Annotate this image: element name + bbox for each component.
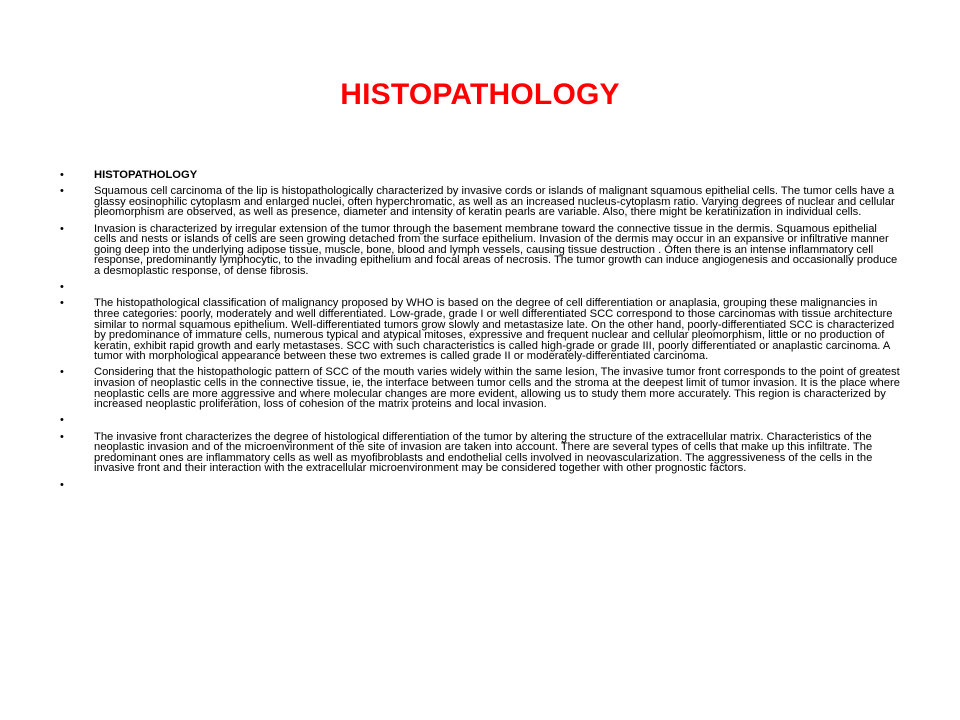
bullet-dot-icon: • — [60, 430, 64, 443]
bullet-dot-icon: • — [60, 281, 64, 294]
bullet-text: The invasive front characterizes the degree of histological differentiation of the tumor by altering the structure of the extracellular matrix. Characteristics of the neoplastic invasion and of the microenvironment of the site of invasion are taken into account. There are several types of cells that make up this infiltrate. The predominant ones are inflammatory cells as well as myofibroblasts and endothelial cells involved in neovascularization. The aggressiveness of the cells in the invasive front and their interaction with the extracellular microenvironment may be considered together with other prognostic factors. — [94, 430, 873, 475]
bullet-dot-icon: • — [60, 185, 64, 198]
bullet-item — [56, 224, 902, 277]
bullet-item — [56, 298, 902, 362]
bullet-dot-icon: • — [60, 222, 64, 235]
bullet-text: Considering that the histopathologic pattern of SCC of the mouth varies widely within the same lesion, The invasive tumor front corresponds to the point of greatest invasion of neoplastic cells in the connective tissue, ie, the interface between tumor cells and the stroma at the deepest limit of tumor invasion. It is the place where neoplastic cells are more aggressive and where molecular changes are more evident, allowing us to study them more accurately. This region is characterized by increased neoplastic proliferation, loss of cohesion of the matrix proteins and local invasion. — [94, 366, 900, 411]
bullet-text: Squamous cell carcinoma of the lip is histopathologically characterized by invasive cords or islands of malignant squamous epithelial cells. The tumor cells have a glassy eosinophilic cytoplasm and enlarged nuclei, often hyperchromatic, as well as an increased nucleus-cytoplasm ratio. Varying degrees of nuclear and cellular pleomorphism are observed, as well as presence, diameter and intensity of keratin pearls are variable. Also, there might be keratinization in individual cells. — [94, 185, 895, 219]
bullet-dot-icon: • — [60, 478, 64, 491]
bullet-item-empty — [56, 282, 902, 293]
bullet-item — [56, 432, 902, 474]
bullet-text: The histopathological classification of malignancy proposed by WHO is based on the degree of cell differentiation or anaplasia, grouping these malignancies in three categories: poorly, moderately and well differentiated. Low-grade, grade I or well differentiated SCC correspond to those carcinomas with tissue architecture similar to normal squamous epithelium. Well-differentiated tumors grow slowly and metastasize late. On the other hand, poorly-differentiated SCC is characterized by predominance of immature cells, numerous typical and atypical mitoses, expressive and frequent nuclear and cellular pleomorphism, little or no production of keratin, exhibit rapid growth and early metastases. SCC with such characteristics is called high-grade or grade III, poorly differentiated or anaplastic carcinoma. A tumor with morphological appearance between these two extremes is called grade II or moderately-differentiated carcinoma. — [94, 297, 895, 363]
bullet-item — [56, 170, 902, 181]
bullet-dot-icon: • — [60, 169, 64, 181]
bullet-dot-icon: • — [60, 366, 64, 379]
bullet-item — [56, 186, 902, 218]
slide-title: HISTOPATHOLOGY — [340, 78, 620, 111]
bullet-list — [56, 170, 902, 496]
bullet-item-empty — [56, 480, 902, 491]
bullet-dot-icon: • — [60, 297, 64, 310]
bullet-dot-icon: • — [60, 414, 64, 427]
bullet-heading-text: HISTOPATHOLOGY — [94, 169, 198, 181]
bullet-item-empty — [56, 415, 902, 426]
bullet-item — [56, 367, 902, 409]
bullet-text: Invasion is characterized by irregular extension of the tumor through the basement membrane toward the connective tissue in the dermis. Squamous epithelial cells and nests or islands of cells are seen growing detached from the surface epithelium. Invasion of the dermis may occur in an expansive or infiltrative manner going deep into the underlying adipose tissue, muscle, bone, blood and lymph vessels, causing tissue destruction . Often there is an intense inflammatory cell response, predominantly lymphocytic, to the invading epithelium and focal areas of necrosis. The tumor growth can induce angiogenesis and occasionally produce a desmoplastic response, of dense fibrosis. — [94, 222, 898, 277]
